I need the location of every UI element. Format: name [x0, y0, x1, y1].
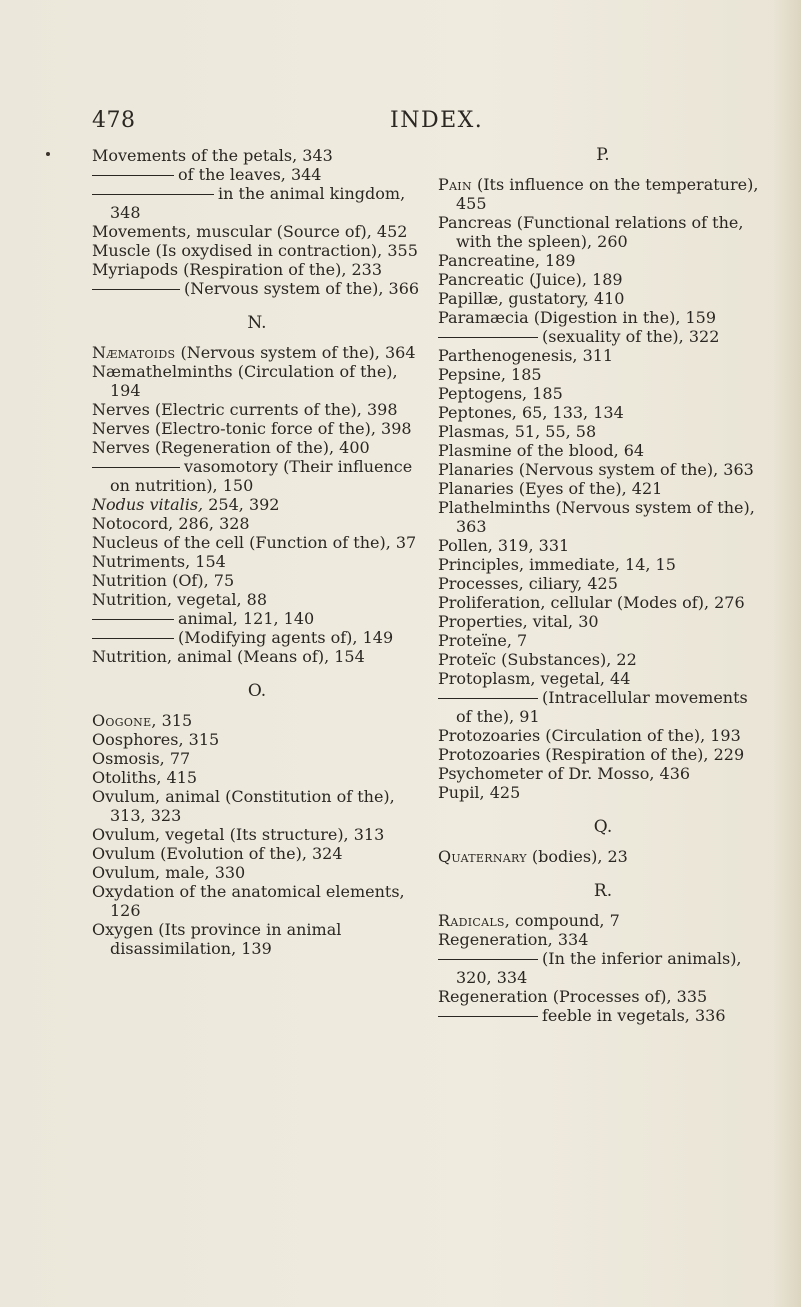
index-subentry: [438, 1006, 768, 1025]
entry-text: Otoliths, 415: [92, 768, 198, 787]
entry-text: vasomotory (Their influence on nutrition), 150: [110, 457, 413, 495]
index-entry: [92, 260, 422, 279]
index-entry: [438, 308, 768, 327]
index-entry: [438, 289, 768, 308]
index-column-left: [92, 146, 422, 958]
index-subentry: [92, 609, 422, 628]
entry-text: Pancreas (Functional relations of the, with the spleen), 260: [438, 213, 744, 251]
section-letter: P.: [596, 145, 610, 165]
entry-text: Protozoaries (Respiration of the), 229: [438, 745, 745, 764]
index-entry: [438, 479, 768, 498]
index-entry: [92, 343, 422, 362]
entry-text: Psychometer of Dr. Mosso, 436: [438, 764, 691, 783]
margin-mark: [46, 152, 50, 156]
entry-text: Oxydation of the anatomical elements, 126: [92, 882, 405, 920]
entry-text: , 315: [151, 711, 193, 730]
index-entry: [438, 650, 768, 669]
index-entry: [438, 911, 768, 930]
entry-text: Oxygen (Its province in animal disassimilation, 139: [92, 920, 342, 958]
section-letter: R.: [593, 881, 613, 901]
index-entry: [438, 593, 768, 612]
index-subentry: [92, 279, 422, 298]
index-subentry: [92, 628, 422, 647]
entry-text: Nutrition, animal (Means of), 154: [92, 647, 365, 666]
entry-text: Nucleus of the cell (Function of the), 37: [92, 533, 417, 552]
index-entry: [438, 175, 768, 213]
ditto-rule: [92, 289, 180, 290]
entry-text: Nerves (Regeneration of the), 400: [92, 438, 370, 457]
entry-text: 254, 392: [203, 495, 280, 514]
entry-text: Protozoaries (Circulation of the), 193: [438, 726, 741, 745]
entry-text: Proteïne, 7: [438, 631, 528, 650]
index-entry: [92, 590, 422, 609]
index-entry: [438, 631, 768, 650]
entry-text: Papillæ, gustatory, 410: [438, 289, 625, 308]
entry-text: Notocord, 286, 328: [92, 514, 250, 533]
ditto-rule: [438, 1016, 538, 1017]
section-letter: O.: [247, 681, 267, 701]
index-entry: [92, 920, 422, 958]
entry-text: Plasmine of the blood, 64: [438, 441, 645, 460]
index-entry: [92, 749, 422, 768]
ditto-rule: [92, 467, 180, 468]
index-entry: [438, 783, 768, 802]
index-subentry: [92, 165, 422, 184]
entry-headword: Næmatoids: [92, 343, 176, 362]
index-entry: [438, 536, 768, 555]
entry-headword: Quaternary: [438, 847, 527, 866]
entry-text: Ovulum, vegetal (Its structure), 313: [92, 825, 385, 844]
entry-text: animal, 121, 140: [178, 609, 315, 628]
index-entry: [92, 400, 422, 419]
entry-text: Pancreatine, 189: [438, 251, 576, 270]
index-entry: [438, 847, 768, 866]
entry-text: Plathelminths (Nervous system of the), 363: [438, 498, 755, 536]
entry-text: Peptogens, 185: [438, 384, 563, 403]
index-subentry: [92, 184, 422, 222]
ditto-rule: [438, 959, 538, 960]
entry-text: Pollen, 319, 331: [438, 536, 570, 555]
index-entry: [92, 882, 422, 920]
running-title: INDEX.: [390, 108, 484, 133]
index-entry: [92, 552, 422, 571]
index-entry: [438, 213, 768, 251]
entry-text: Proteïc (Substances), 22: [438, 650, 637, 669]
index-entry: [438, 270, 768, 289]
entry-headword: Pain: [438, 175, 472, 194]
entry-text: Parthenogenesis, 311: [438, 346, 614, 365]
entry-text: Peptones, 65, 133, 134: [438, 403, 624, 422]
index-entry: [438, 441, 768, 460]
index-entry: [92, 419, 422, 438]
index-entry: [438, 745, 768, 764]
index-entry: [438, 422, 768, 441]
entry-headword-italic: Nodus vitalis,: [92, 495, 204, 514]
entry-text: Pepsine, 185: [438, 365, 542, 384]
entry-text: Plasmas, 51, 55, 58: [438, 422, 597, 441]
index-entry: [438, 930, 768, 949]
entry-text: Pupil, 425: [438, 783, 521, 802]
entry-text: Næmathelminths (Circulation of the), 194: [92, 362, 398, 400]
entry-text: (Its influence on the temperature), 455: [456, 175, 759, 213]
entry-headword: Radicals: [438, 911, 505, 930]
index-entry: [92, 647, 422, 666]
index-entry: [92, 241, 422, 260]
index-column-right: [438, 146, 768, 1025]
entry-text: feeble in vegetals, 336: [542, 1006, 726, 1025]
index-entry: [438, 403, 768, 422]
entry-text: Processes, ciliary, 425: [438, 574, 618, 593]
entry-text: , compound, 7: [504, 911, 620, 930]
entry-text: of the leaves, 344: [178, 165, 322, 184]
entry-text: Movements of the petals, 343: [92, 146, 333, 165]
index-entry: [92, 438, 422, 457]
page-edge-shading: [773, 0, 801, 1307]
entry-text: Paramæcia (Digestion in the), 159: [438, 308, 717, 327]
entry-text: Planaries (Eyes of the), 421: [438, 479, 663, 498]
entry-text: Muscle (Is oxydised in contraction), 355: [92, 241, 418, 260]
index-subentry: [438, 688, 768, 726]
entry-text: Proliferation, cellular (Modes of), 276: [438, 593, 745, 612]
ditto-rule: [438, 698, 538, 699]
index-entry: [92, 863, 422, 882]
entry-text: (In the inferior animals), 320, 334: [456, 949, 742, 987]
entry-text: Nutrition (Of), 75: [92, 571, 235, 590]
index-entry: [438, 346, 768, 365]
entry-text: Myriapods (Respiration of the), 233: [92, 260, 383, 279]
index-entry: [438, 612, 768, 631]
entry-text: Principles, immediate, 14, 15: [438, 555, 676, 574]
index-entry: [438, 726, 768, 745]
index-entry: [92, 711, 422, 730]
page-header: [0, 106, 801, 142]
index-entry: [438, 987, 768, 1006]
ditto-rule: [92, 194, 214, 195]
index-entry: [92, 825, 422, 844]
index-entry: [92, 844, 422, 863]
entry-text: Osmosis, 77: [92, 749, 191, 768]
index-entry: [92, 495, 422, 514]
index-entry: [438, 555, 768, 574]
index-entry: [438, 251, 768, 270]
index-subentry: [92, 457, 422, 495]
index-entry: [92, 730, 422, 749]
entry-text: Nutrition, vegetal, 88: [92, 590, 267, 609]
index-entry: [92, 362, 422, 400]
entry-text: Nerves (Electro-tonic force of the), 398: [92, 419, 412, 438]
index-entry: [438, 498, 768, 536]
entry-text: Ovulum (Evolution of the), 324: [92, 844, 343, 863]
entry-text: Regeneration (Processes of), 335: [438, 987, 708, 1006]
index-entry: [92, 146, 422, 165]
ditto-rule: [92, 638, 174, 639]
entry-text: Nerves (Electric currents of the), 398: [92, 400, 398, 419]
index-entry: [438, 460, 768, 479]
entry-text: (Modifying agents of), 149: [178, 628, 394, 647]
entry-text: Ovulum, male, 330: [92, 863, 246, 882]
index-entry: [92, 768, 422, 787]
entry-text: (bodies), 23: [526, 847, 628, 866]
index-entry: [92, 571, 422, 590]
entry-text: Planaries (Nervous system of the), 363: [438, 460, 754, 479]
entry-text: (sexuality of the), 322: [542, 327, 720, 346]
index-entry: [92, 787, 422, 825]
entry-text: (Nervous system of the), 364: [175, 343, 416, 362]
entry-text: Properties, vital, 30: [438, 612, 599, 631]
entry-text: in the animal kingdom, 348: [110, 184, 406, 222]
entry-headword: Oogone: [92, 711, 152, 730]
section-letter: N.: [247, 313, 267, 333]
index-entry: [92, 514, 422, 533]
entry-text: Oosphores, 315: [92, 730, 220, 749]
index-entry: [438, 764, 768, 783]
page-number: 478: [92, 108, 136, 133]
entry-text: Regeneration, 334: [438, 930, 589, 949]
index-entry: [438, 574, 768, 593]
entry-text: Movements, muscular (Source of), 452: [92, 222, 408, 241]
index-entry: [438, 365, 768, 384]
index-subentry: [438, 949, 768, 987]
ditto-rule: [92, 619, 174, 620]
index-entry: [92, 222, 422, 241]
entry-text: (Intracellular movements of the), 91: [456, 688, 748, 726]
entry-text: (Nervous system of the), 366: [184, 279, 420, 298]
index-subentry: [438, 327, 768, 346]
entry-text: Nutriments, 154: [92, 552, 226, 571]
entry-text: Pancreatic (Juice), 189: [438, 270, 623, 289]
section-letter: Q.: [593, 817, 613, 837]
index-entry: [92, 533, 422, 552]
entry-text: Protoplasm, vegetal, 44: [438, 669, 631, 688]
index-entry: [438, 669, 768, 688]
ditto-rule: [92, 175, 174, 176]
entry-text: Ovulum, animal (Constitution of the), 313, 323: [92, 787, 395, 825]
index-entry: [438, 384, 768, 403]
ditto-rule: [438, 337, 538, 338]
